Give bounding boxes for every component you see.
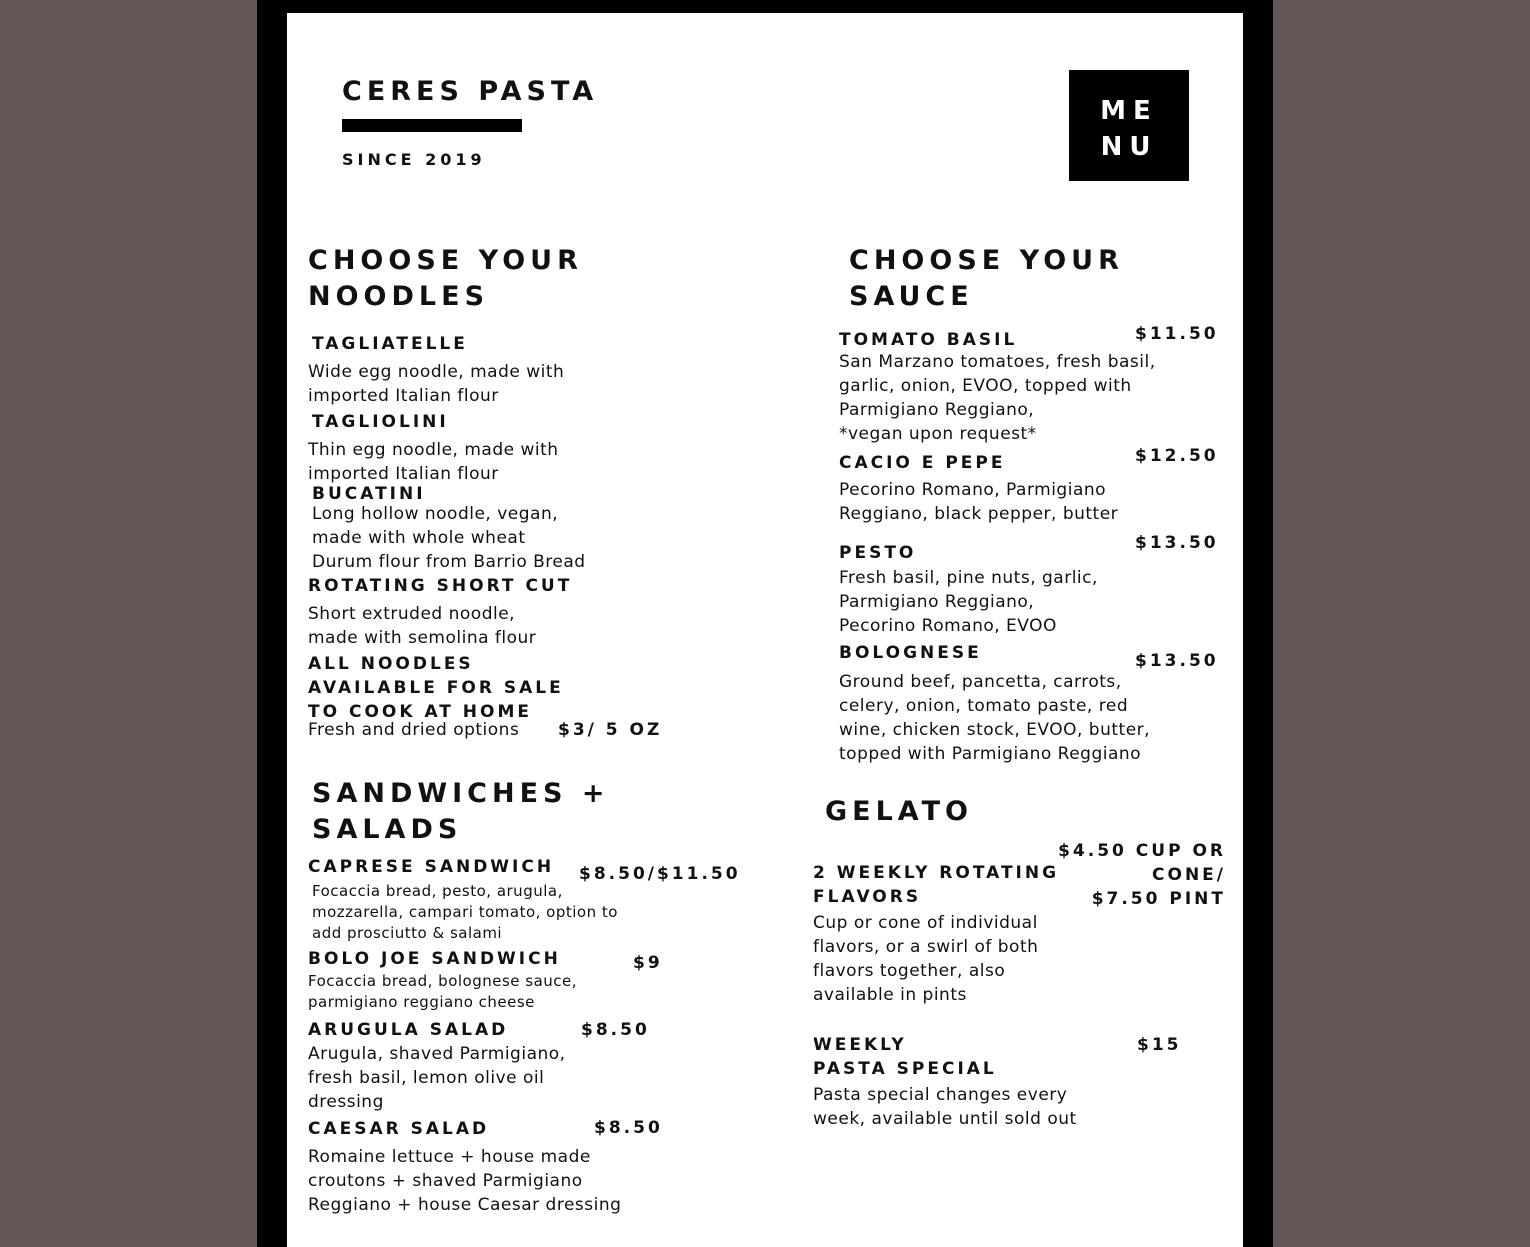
item-price-caprese: $8.50/$11.50: [579, 864, 741, 884]
desc-line: fresh basil, lemon olive oil: [308, 1068, 545, 1088]
title-line: ALL NOODLES: [308, 654, 474, 674]
desc-line: Ground beef, pancetta, carrots,: [839, 672, 1122, 692]
desc-line: Parmigiano Reggiano,: [839, 400, 1035, 420]
item-desc-bolo-joe: [308, 971, 577, 1013]
item-name-caprese: CAPRESE SANDWICH: [308, 857, 555, 877]
all-noodles-title: [308, 652, 564, 724]
price-line: $7.50 PINT: [1091, 889, 1226, 909]
desc-line: Wide egg noodle, made with: [308, 362, 565, 382]
desc-line: parmigiano reggiano cheese: [308, 993, 535, 1011]
name-line: WEEKLY: [813, 1035, 907, 1055]
name-line: FLAVORS: [813, 887, 922, 907]
item-price-arugula: $8.50: [581, 1020, 650, 1040]
item-name-caesar: CAESAR SALAD: [308, 1119, 490, 1139]
sauce-name-tomato-basil: TOMATO BASIL: [839, 330, 1018, 350]
sauce-desc-bolognese: [839, 670, 1150, 766]
desc-line: Thin egg noodle, made with: [308, 440, 559, 460]
noodle-desc-short-cut: [308, 602, 536, 650]
item-price-bolo-joe: $9: [633, 953, 663, 973]
item-desc-caesar: [308, 1145, 621, 1217]
sauce-name-bolognese: BOLOGNESE: [839, 643, 982, 663]
desc-line: San Marzano tomatoes, fresh basil,: [839, 352, 1156, 372]
title-line: TO COOK AT HOME: [308, 702, 532, 722]
desc-line: Reggiano + house Caesar dressing: [308, 1195, 622, 1215]
desc-line: flavors, or a swirl of both: [813, 937, 1039, 957]
noodle-name-tagliolini: TAGLIOLINI: [312, 412, 449, 432]
menu-badge: [1069, 70, 1189, 181]
desc-line: Pasta special changes every: [813, 1085, 1068, 1105]
desc-line: Durum flour from Barrio Bread: [312, 552, 586, 572]
sauce-desc-pesto: [839, 566, 1098, 638]
item-name-arugula: ARUGULA SALAD: [308, 1020, 509, 1040]
sauce-price-pesto: $13.50: [1135, 533, 1219, 553]
sauce-name-cacio-e-pepe: CACIO E PEPE: [839, 453, 1006, 473]
sauce-title-line: SAUCE: [849, 281, 974, 312]
gelato-name-flavors: [813, 861, 1059, 909]
sauce-title-line: CHOOSE YOUR: [849, 245, 1124, 276]
menu-badge-text: [1069, 93, 1189, 165]
brand-name: CERES PASTA: [342, 76, 599, 107]
desc-line: made with whole wheat: [312, 528, 526, 548]
desc-line: Reggiano, black pepper, butter: [839, 504, 1119, 524]
desc-line: mozzarella, campari tomato, option to: [312, 903, 618, 921]
name-line: 2 WEEKLY ROTATING: [813, 863, 1060, 883]
sauce-price-tomato-basil: $11.50: [1135, 324, 1219, 344]
all-noodles-desc: Fresh and dried options: [308, 720, 520, 740]
desc-line: Focaccia bread, bolognese sauce,: [308, 972, 578, 990]
sauce-price-bolognese: $13.50: [1135, 651, 1219, 671]
sauce-desc-tomato-basil: [839, 350, 1156, 446]
sauce-name-pesto: PESTO: [839, 543, 917, 563]
sauce-desc-cacio-e-pepe: [839, 478, 1118, 526]
desc-line: Romaine lettuce + house made: [308, 1147, 591, 1167]
desc-line: Focaccia bread, pesto, arugula,: [312, 882, 563, 900]
menu-badge-line: NU: [1100, 132, 1158, 162]
noodles-title-line: CHOOSE YOUR: [308, 245, 583, 276]
desc-line: garlic, onion, EVOO, topped with: [839, 376, 1132, 396]
noodle-desc-bucatini: [312, 502, 586, 574]
gelato-price-flavors: [1058, 839, 1226, 911]
desc-line: Fresh basil, pine nuts, garlic,: [839, 568, 1098, 588]
desc-line: flavors together, also: [813, 961, 1006, 981]
noodle-name-bucatini: BUCATINI: [312, 484, 426, 504]
gelato-title: GELATO: [825, 796, 973, 827]
item-desc-arugula: [308, 1042, 566, 1114]
desc-line: made with semolina flour: [308, 628, 537, 648]
desc-line: Arugula, shaved Parmigiano,: [308, 1044, 566, 1064]
title-line: AVAILABLE FOR SALE: [308, 678, 564, 698]
desc-line: croutons + shaved Parmigiano: [308, 1171, 583, 1191]
desc-line: Cup or cone of individual: [813, 913, 1038, 933]
all-noodles-price: $3/ 5 OZ: [558, 720, 663, 740]
desc-line: dressing: [308, 1092, 384, 1112]
gelato-name-pasta-special: [813, 1033, 997, 1081]
noodles-title-line: NOODLES: [308, 281, 490, 312]
noodle-name-tagliatelle: TAGLIATELLE: [312, 334, 468, 354]
desc-line: add prosciutto & salami: [312, 924, 503, 942]
item-price-caesar: $8.50: [594, 1118, 663, 1138]
desc-line: available in pints: [813, 985, 967, 1005]
price-line: $4.50 CUP OR: [1058, 841, 1226, 861]
item-name-bolo-joe: BOLO JOE SANDWICH: [308, 949, 561, 969]
desc-line: imported Italian flour: [308, 464, 499, 484]
sauce-price-cacio-e-pepe: $12.50: [1135, 446, 1219, 466]
noodle-desc-tagliolini: [308, 438, 559, 486]
desc-line: Long hollow noodle, vegan,: [312, 504, 559, 524]
menu-badge-line: ME: [1100, 96, 1158, 126]
name-line: PASTA SPECIAL: [813, 1059, 997, 1079]
noodles-title: [308, 243, 583, 315]
brand-underline: [342, 119, 522, 132]
desc-line: imported Italian flour: [308, 386, 499, 406]
desc-line: wine, chicken stock, EVOO, butter,: [839, 720, 1151, 740]
desc-line: celery, onion, tomato paste, red: [839, 696, 1129, 716]
desc-line: *vegan upon request*: [839, 424, 1037, 444]
desc-line: Pecorino Romano, EVOO: [839, 616, 1057, 636]
gelato-desc-flavors: [813, 911, 1038, 1007]
gelato-desc-pasta-special: [813, 1083, 1077, 1131]
desc-line: Pecorino Romano, Parmigiano: [839, 480, 1107, 500]
since-label: SINCE 2019: [342, 150, 486, 169]
sandwiches-title: [312, 776, 610, 848]
noodle-desc-tagliatelle: [308, 360, 564, 408]
item-desc-caprese: [312, 881, 618, 944]
desc-line: Short extruded noodle,: [308, 604, 516, 624]
desc-line: Parmigiano Reggiano,: [839, 592, 1035, 612]
desc-line: topped with Parmigiano Reggiano: [839, 744, 1142, 764]
sauce-title: [849, 243, 1124, 315]
sandwiches-title-line: SANDWICHES +: [312, 778, 610, 809]
noodle-name-short-cut: ROTATING SHORT CUT: [308, 576, 573, 596]
price-line: CONE/: [1152, 865, 1226, 885]
sandwiches-title-line: SALADS: [312, 814, 463, 845]
desc-line: week, available until sold out: [813, 1109, 1077, 1129]
gelato-price-pasta-special: $15: [1137, 1035, 1182, 1055]
